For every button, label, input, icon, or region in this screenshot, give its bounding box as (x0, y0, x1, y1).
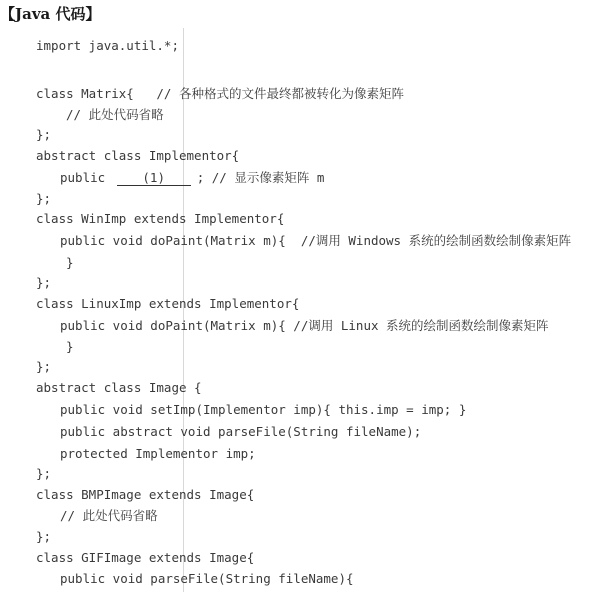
code-line: public void doPaint(Matrix m){ //调用 Linux 系统的绘制函数绘制像素矩阵 (60, 318, 549, 333)
code-line: abstract class Image { (36, 380, 202, 395)
code-line: }; (36, 275, 52, 290)
section-title: 【Java 代码】 (0, 5, 101, 23)
code-line: }; (36, 466, 52, 481)
code-line: public void parseFile(String fileName){ (60, 571, 354, 586)
code-line-with-blank (60, 170, 324, 186)
code-line: }; (36, 191, 52, 206)
code-line: class Matrix{ // 各种格式的文件最终都被转化为像素矩阵 (36, 86, 404, 101)
answer-blank: (1) (117, 171, 191, 186)
code-line: class GIFImage extends Image{ (36, 550, 255, 565)
code-line: class BMPImage extends Image{ (36, 487, 255, 502)
code-line: public void setImp(Implementor imp){ this.imp = imp; } (60, 402, 467, 417)
code-line: class WinImp extends Implementor{ (36, 211, 285, 226)
code-fragment: public (60, 170, 113, 185)
code-fragment: ; // 显示像素矩阵 m (196, 170, 325, 185)
code-line: public abstract void parseFile(String fileName); (60, 424, 422, 439)
code-line: } (66, 255, 74, 270)
code-line: } (66, 339, 74, 354)
code-line: public void doPaint(Matrix m){ //调用 Windows 系统的绘制函数绘制像素矩阵 (60, 233, 572, 248)
code-line: // 此处代码省略 (66, 107, 164, 122)
code-line: }; (36, 529, 52, 544)
code-line: }; (36, 359, 52, 374)
code-line: class LinuxImp extends Implementor{ (36, 296, 300, 311)
code-line: abstract class Implementor{ (36, 148, 240, 163)
code-line: protected Implementor imp; (60, 446, 256, 461)
code-line: }; (36, 127, 52, 142)
code-line: // 此处代码省略 (60, 508, 158, 523)
code-line: import java.util.*; (36, 38, 179, 53)
